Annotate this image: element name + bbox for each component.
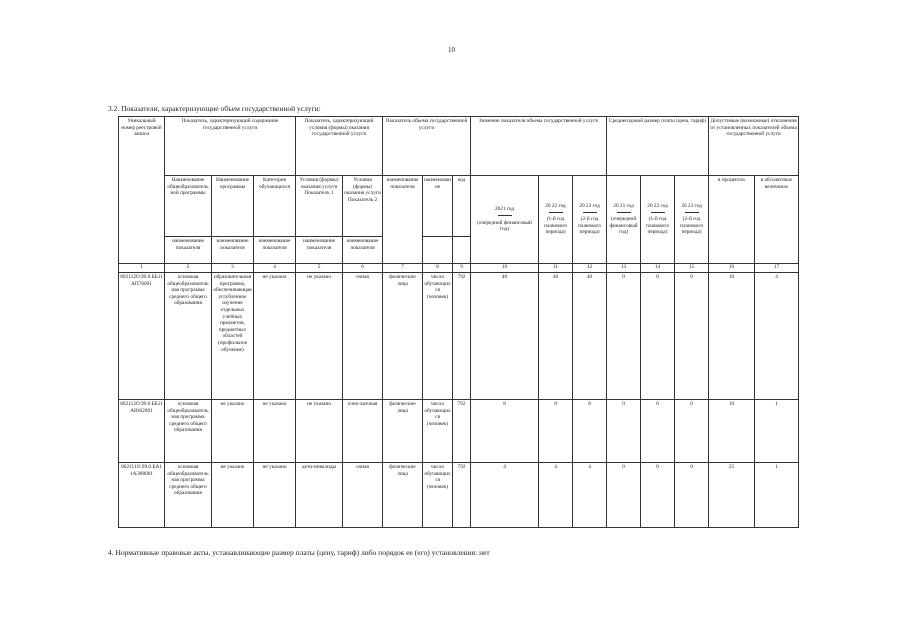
program-name: не указано [212, 400, 254, 463]
header-year-2023 [573, 176, 607, 264]
header-fee-2022-note: (1-й год планового периода) [645, 216, 670, 236]
col-number: 1 [119, 264, 165, 273]
fee-2023: 0 [675, 463, 709, 528]
header-fee-2021-note: (очередной финансовый год) [609, 216, 638, 236]
volume-indicator: физические лица [383, 400, 423, 463]
header-fee-2023 [675, 176, 709, 264]
col-number: 8 [423, 264, 453, 273]
value-2023: 8 [573, 400, 607, 463]
header-empty [423, 237, 453, 264]
condition-1: не указано [296, 273, 343, 400]
header-volume-group [383, 117, 471, 176]
header-year-2022 [539, 176, 573, 264]
header-sub-program-name: Наименование программы [212, 176, 254, 237]
fee-2022: 0 [641, 463, 675, 528]
underline [583, 212, 597, 213]
program-type: основная общеобразовательная программа среднего общего образования [165, 400, 212, 463]
header-sub-cond2: Условия (формы) оказания услуги Показатель 2 [343, 176, 383, 237]
underline [617, 212, 631, 213]
column-numbers-row [119, 264, 799, 273]
col-number: 15 [675, 264, 709, 273]
fee-2021: 0 [607, 273, 641, 400]
table-row [119, 273, 799, 400]
unit-name: число обучающихся (человек) [423, 400, 453, 463]
value-2021: 4 [471, 463, 539, 528]
header-fee-2022 [641, 176, 675, 264]
section-title: 3.2. Показатели, характеризующие объем государственной услуги: [108, 104, 321, 113]
header-sub-category: Категория обучающихся [254, 176, 296, 237]
header-name-indicator: наименование показателя [296, 237, 343, 264]
deviation-absolute: 1 [755, 400, 799, 463]
header-unit-code: код [453, 176, 471, 237]
table-row [119, 463, 799, 528]
header-fee-2021-label: 20 21 год [613, 202, 634, 209]
header-fee-group: Среднегодовой размер платы (цена, тариф) [607, 117, 709, 176]
header-year-2021-label: 2021 год [494, 206, 515, 213]
fee-2021: 0 [607, 463, 641, 528]
deviation-percent: 10 [709, 273, 755, 400]
col-number: 16 [709, 264, 755, 273]
header-year-2021 [471, 176, 539, 264]
header-year-2022-note: (1-й год планового периода) [543, 216, 568, 236]
volume-indicator: физические лица [383, 273, 423, 400]
underline [549, 212, 563, 213]
col-number: 13 [607, 264, 641, 273]
page-number: 10 [448, 46, 455, 54]
header-name-indicator: наименование показателя [165, 237, 212, 264]
condition-2: очно-заочная [343, 400, 383, 463]
fee-2023: 0 [675, 273, 709, 400]
record-number: 802111О.99.0.БА11АЭ08001 [119, 463, 165, 528]
header-dev-absolute: в абсолютных величинах [755, 176, 799, 264]
col-number: 17 [755, 264, 799, 273]
unit-code: 792 [453, 273, 471, 400]
header-dev-percent: в процентах [709, 176, 755, 264]
header-values-group: Значение показателя объема государственной услуги [471, 117, 607, 176]
student-category: не указано [254, 463, 296, 528]
program-name: образовательная программа, обеспечивающая углубленное изучение отдельных учебных предметов, предметных областей (профильное обучение) [212, 273, 254, 400]
col-number: 4 [254, 264, 296, 273]
deviation-percent: 10 [709, 400, 755, 463]
header-year-2021-note: (очередной финансовый год) [477, 219, 532, 233]
header-fee-2023-note: (2-й год планового периода) [679, 216, 704, 236]
col-number: 12 [573, 264, 607, 273]
student-category: не указано [254, 273, 296, 400]
value-2021: 8 [471, 400, 539, 463]
header-fee-2022-label: 20 22 год [647, 202, 668, 209]
unit-code: 792 [453, 400, 471, 463]
header-fee-2023-label: 20 23 год [681, 202, 702, 209]
table-row [119, 400, 799, 463]
student-category: не указано [254, 400, 296, 463]
footer-note: 4. Нормативные правовые акты, устанавливающие размер платы (цену, тариф) либо порядок ее (его) установления: нет [108, 548, 490, 557]
value-2023: 4 [573, 463, 607, 528]
header-year-2023-label: 20 23 год [579, 202, 600, 209]
col-number: 10 [471, 264, 539, 273]
volume-indicator: физические лица [383, 463, 423, 528]
col-number: 9 [453, 264, 471, 273]
condition-1: дети-инвалиды [296, 463, 343, 528]
unit-code: 792 [453, 463, 471, 528]
condition-2: очная [343, 463, 383, 528]
unit-name: число обучающихся (человек) [423, 273, 453, 400]
header-fee-2021 [607, 176, 641, 264]
header-name-indicator: наименование показателя [254, 237, 296, 264]
col-number: 5 [296, 264, 343, 273]
value-2022: 8 [539, 400, 573, 463]
deviation-absolute: 4 [755, 273, 799, 400]
header-name-indicator: наименование показателя [343, 237, 383, 264]
record-number: 802112О.99.0.ББ11АП76001 [119, 273, 165, 400]
underline [685, 212, 699, 213]
value-2023: 40 [573, 273, 607, 400]
condition-1: не указано [296, 400, 343, 463]
header-year-2023-note: (2-й год планового периода) [577, 216, 602, 236]
record-number: 802112О.99.0.ББ11АЮ62001 [119, 400, 165, 463]
volume-indicators-table [118, 116, 799, 528]
program-type: основная общеобразовательная программа среднего общего образования [165, 463, 212, 528]
col-number: 6 [343, 264, 383, 273]
value-2022: 40 [539, 273, 573, 400]
header-record-number: Уникальный номер реестровой записи [119, 117, 165, 264]
underline [498, 215, 512, 216]
underline [651, 212, 665, 213]
col-number: 3 [212, 264, 254, 273]
col-number: 2 [165, 264, 212, 273]
header-empty [453, 237, 471, 264]
fee-2023: 0 [675, 400, 709, 463]
fee-2021: 0 [607, 400, 641, 463]
program-type: основная общеобразовательная программа среднего общего образования [165, 273, 212, 400]
fee-2022: 0 [641, 273, 675, 400]
header-year-2022-label: 20 22 год [545, 202, 566, 209]
value-2021: 40 [471, 273, 539, 400]
header-content-group: Показатель, характеризующий содержание государственной услуги [165, 117, 296, 176]
col-number: 14 [641, 264, 675, 273]
header-unit-name: наименование [423, 176, 453, 237]
header-vol-name: наименование показателя [383, 176, 423, 264]
condition-2: очная [343, 273, 383, 400]
header-conditions-group: Показатель, характеризующий условия (формы) оказания государственной услуги [296, 117, 383, 176]
header-deviation-group: Допустимые (возможные) отклонения от установленных показателей объема государственной услуги [709, 117, 799, 176]
deviation-percent: 25 [709, 463, 755, 528]
deviation-absolute: 1 [755, 463, 799, 528]
header-name-indicator: наименование показателя [212, 237, 254, 264]
header-volume-group-label: Показатель объема государственной услуги [385, 118, 468, 131]
unit-name: число обучающихся (человек) [423, 463, 453, 528]
header-sub-program: Наименование общеобразовательной программы [165, 176, 212, 237]
col-number: 11 [539, 264, 573, 273]
value-2022: 4 [539, 463, 573, 528]
header-sub-cond1: Условия (формы) оказания услуги Показатель 1 [296, 176, 343, 237]
fee-2022: 0 [641, 400, 675, 463]
col-number: 7 [383, 264, 423, 273]
program-name: не указано [212, 463, 254, 528]
